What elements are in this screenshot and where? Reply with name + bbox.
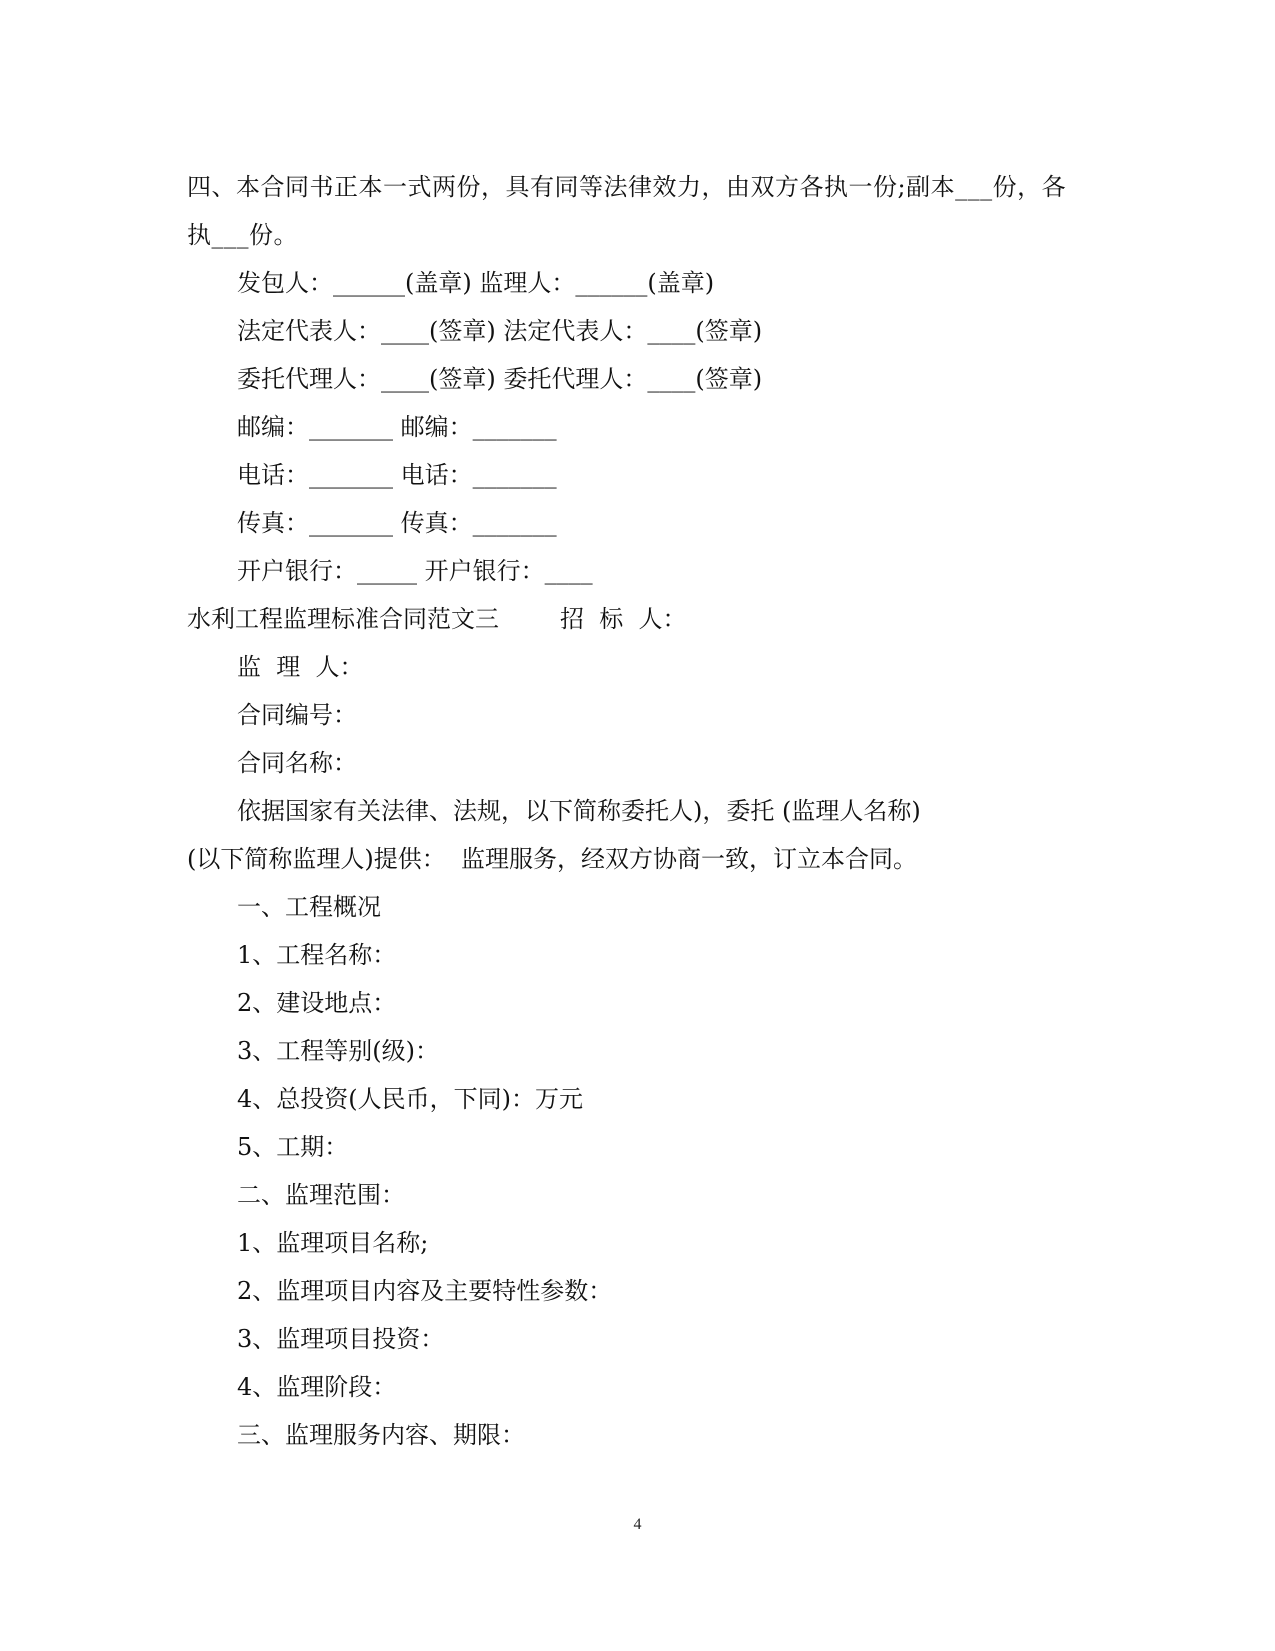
text-line: 2、建设地点： xyxy=(237,989,397,1017)
text-line: 3、监理项目投资： xyxy=(237,1325,445,1353)
section-heading: 水利工程监理标准合同范文三 招 标 人： xyxy=(187,605,687,633)
text-line: 三、监理服务内容、期限： xyxy=(237,1421,525,1449)
text-line: 1、监理项目名称; xyxy=(237,1229,429,1257)
text-line: 委托代理人：____(签章) 委托代理人：____(签章) xyxy=(237,365,763,393)
text-line: (以下简称监理人)提供： 监理服务，经双方协商一致，订立本合同。 xyxy=(187,845,917,873)
text-line: 二、监理范围： xyxy=(237,1181,405,1209)
text-line: 四、本合同书正本一式两份，具有同等法律效力，由双方各执一份;副本___份，各执___份。 xyxy=(187,173,1067,249)
text-line: 邮编：_______ 邮编：_______ xyxy=(237,413,557,441)
text-line: 传真：_______ 传真：_______ xyxy=(237,509,557,537)
text-line: 法定代表人：____(签章) 法定代表人：____(签章) xyxy=(237,317,763,345)
page-number: 4 xyxy=(633,1516,642,1533)
text-line: 发包人：______(盖章) 监理人：______(盖章) xyxy=(237,269,715,297)
text-line: 监 理 人： xyxy=(237,653,364,681)
text-line: 合同编号： xyxy=(237,701,357,729)
text-line: 5、工期： xyxy=(237,1133,349,1161)
document-body xyxy=(187,163,1087,1459)
text-line: 4、总投资(人民币，下同)：万元 xyxy=(237,1085,583,1113)
text-line: 3、工程等别(级)： xyxy=(237,1037,439,1065)
text-line: 电话：_______ 电话：_______ xyxy=(237,461,557,489)
text-line: 依据国家有关法律、法规，以下简称委托人)，委托 (监理人名称) xyxy=(237,797,921,825)
text-line: 一、工程概况 xyxy=(237,893,381,921)
text-line: 2、监理项目内容及主要特性参数： xyxy=(237,1277,613,1305)
text-line: 合同名称： xyxy=(237,749,357,777)
text-line: 1、工程名称： xyxy=(237,941,397,969)
text-line: 开户银行：_____ 开户银行：____ xyxy=(237,557,593,585)
text-line: 4、监理阶段： xyxy=(237,1373,397,1401)
